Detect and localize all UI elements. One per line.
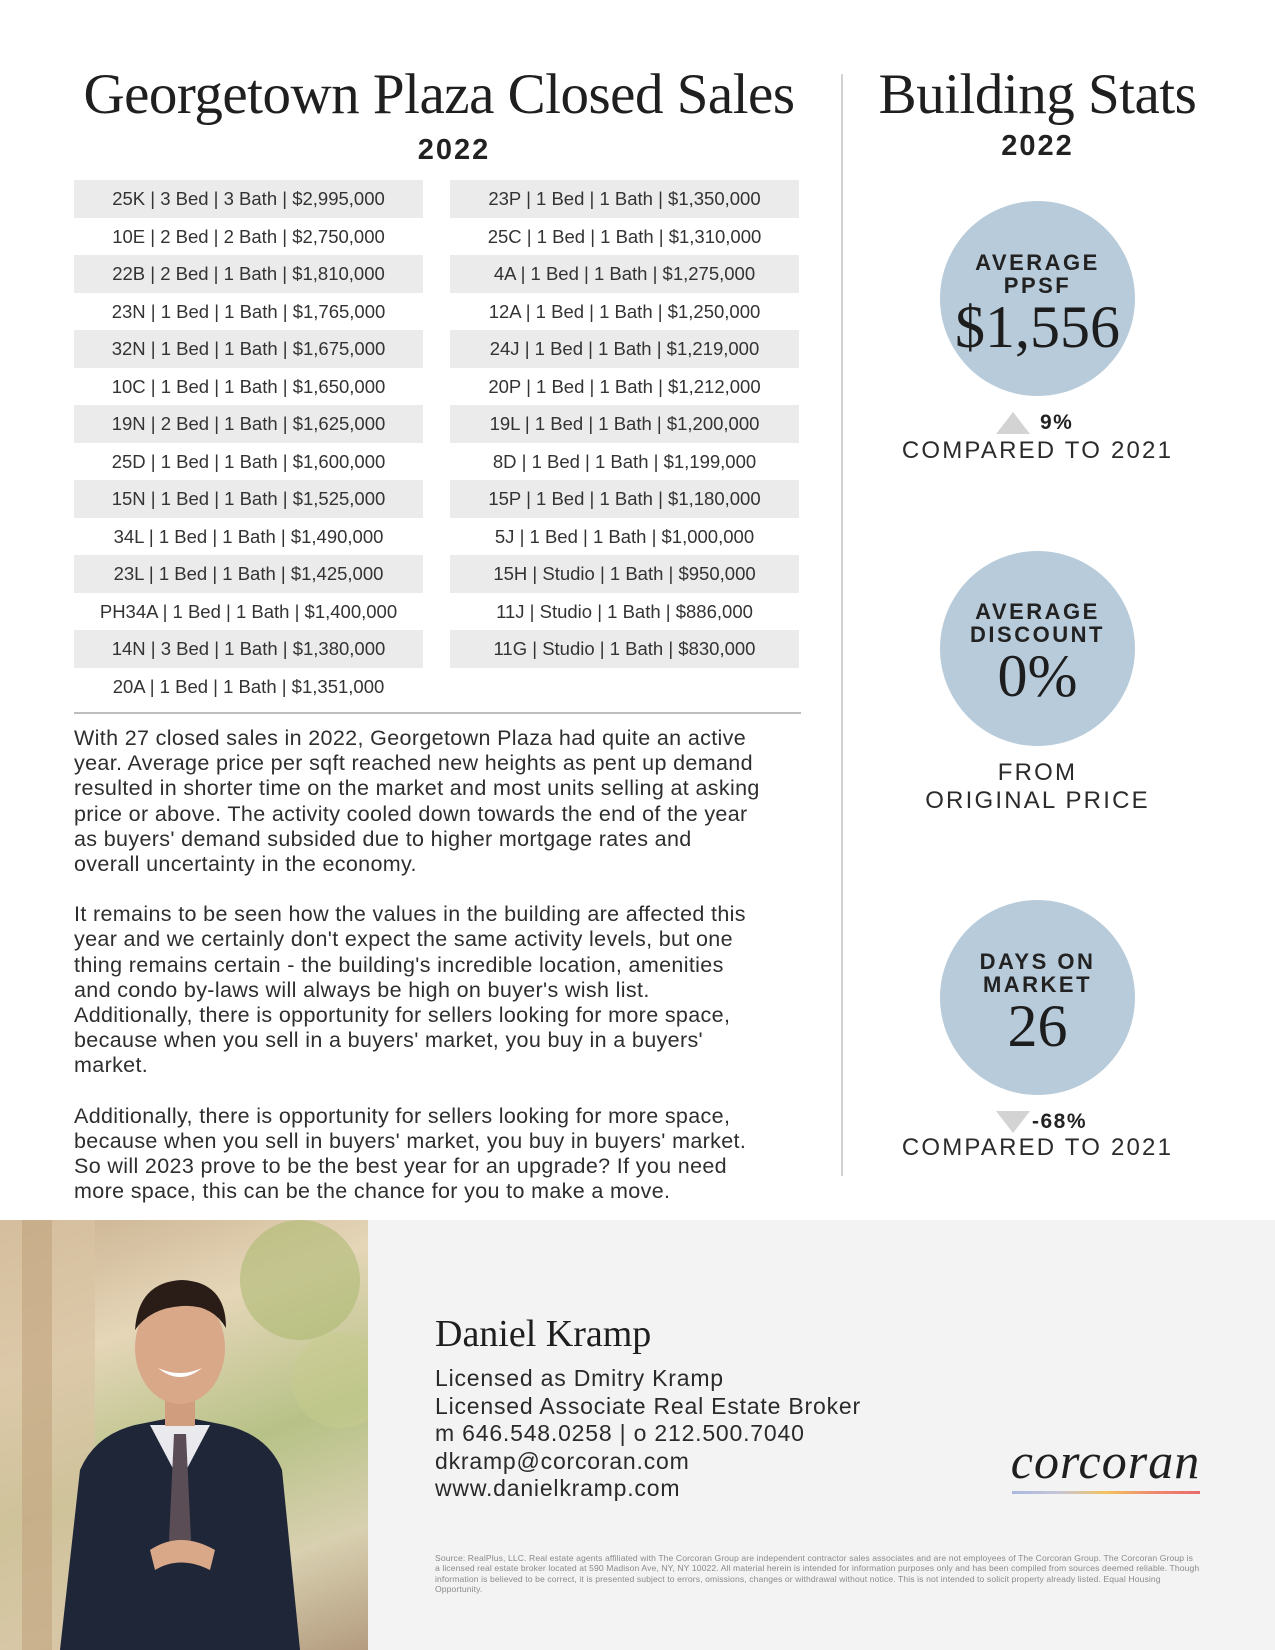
sale-row: 20P | 1 Bed | 1 Bath | $1,212,000: [488, 375, 761, 397]
stats-year: 2022: [1001, 130, 1074, 162]
agent-footer: [0, 1220, 1275, 1650]
dom-change-value: -68%: [1032, 1110, 1088, 1133]
ppsf-change: [980, 409, 1100, 437]
ppsf-change-value: 9%: [1040, 411, 1074, 434]
page-title: Georgetown Plaza Closed Sales: [83, 63, 795, 126]
sale-row: 23P | 1 Bed | 1 Bath | $1,350,000: [450, 180, 799, 218]
sale-row: 20A | 1 Bed | 1 Bath | $1,351,000: [112, 675, 385, 697]
sale-row: 10E | 2 Bed | 2 Bath | $2,750,000: [112, 225, 385, 247]
sale-row: 15H | Studio | 1 Bath | $950,000: [450, 555, 799, 593]
sale-row: 11G | Studio | 1 Bath | $830,000: [450, 630, 799, 668]
ppsf-circle: [940, 201, 1135, 396]
sale-row: 15P | 1 Bed | 1 Bath | $1,180,000: [450, 480, 799, 518]
sale-row: 11J | Studio | 1 Bath | $886,000: [496, 600, 753, 622]
dom-label: DAYS ON MARKET: [979, 949, 1096, 997]
sale-row: 25C | 1 Bed | 1 Bath | $1,310,000: [487, 225, 762, 247]
legal-disclaimer: Source: RealPlus, LLC. Real estate agents affiliated with The Corcoran Group are independent contractor sales associates and are not employees of The Corcoran Group. The Corcoran Group is a licensed real estate broker located at 590 Madison Ave, NY, NY 10022. All material herein is intended for information purposes only and has been compiled from sources deemed reliable. Though information is believed to be correct, it is presented subject to errors, omissions, changes or withdrawal without notice. This is not intended to solicit property already listed. Equal Housing Opportunity.: [435, 1553, 1200, 1594]
sale-row: 19L | 1 Bed | 1 Bath | $1,200,000: [450, 405, 799, 443]
agent-name: Daniel Kramp: [435, 1313, 652, 1355]
sale-row: 5J | 1 Bed | 1 Bath | $1,000,000: [494, 525, 755, 547]
sales-list-left: [74, 180, 423, 705]
sale-row: 10C | 1 Bed | 1 Bath | $1,650,000: [111, 375, 386, 397]
agent-phone: m 646.548.0258 | o 212.500.7040: [435, 1420, 805, 1446]
sales-year: 2022: [417, 134, 491, 166]
sale-row: 25D | 1 Bed | 1 Bath | $1,600,000: [111, 450, 386, 472]
stats-title: Building Stats: [878, 63, 1197, 126]
triangle-down-icon: [996, 1111, 1030, 1133]
sale-row: 32N | 1 Bed | 1 Bath | $1,675,000: [74, 330, 423, 368]
sale-row: 15N | 1 Bed | 1 Bath | $1,525,000: [74, 480, 423, 518]
triangle-up-icon: [996, 412, 1030, 434]
discount-caption: FROM ORIGINAL PRICE: [925, 759, 1150, 814]
agent-contact-details: [435, 1365, 955, 1503]
sale-row: PH34A | 1 Bed | 1 Bath | $1,400,000: [99, 600, 398, 622]
logo-underline: [1012, 1491, 1200, 1494]
sale-row: 4A | 1 Bed | 1 Bath | $1,275,000: [450, 255, 799, 293]
sale-row: 23L | 1 Bed | 1 Bath | $1,425,000: [74, 555, 423, 593]
sale-row: 25K | 3 Bed | 3 Bath | $2,995,000: [74, 180, 423, 218]
ppsf-label: AVERAGE PPSF: [975, 250, 1100, 298]
sale-row: 12A | 1 Bed | 1 Bath | $1,250,000: [488, 300, 761, 322]
discount-label: AVERAGE DISCOUNT: [970, 599, 1105, 647]
narrative-paragraph: With 27 closed sales in 2022, Georgetown Plaza had quite an active year. Average price per sqft reached new heights as pent up demand resulted in shorter time on the market and most units selling at asking price or above. The activity cooled down towards the end of the year as buyers' demand subsided due to higher mortgage rates and overall uncertainty in the economy.: [74, 726, 760, 877]
discount-circle: [940, 551, 1135, 746]
sales-list-right: [450, 180, 799, 668]
corcoran-logo: corcoran: [1010, 1433, 1201, 1489]
sale-row: 8D | 1 Bed | 1 Bath | $1,199,000: [492, 450, 757, 472]
narrative-text: [74, 726, 809, 1229]
agent-email: dkramp@corcoran.com: [435, 1447, 690, 1474]
discount-value: 0%: [997, 643, 1078, 709]
sale-row: 19N | 2 Bed | 1 Bath | $1,625,000: [74, 405, 423, 443]
sale-row: 23N | 1 Bed | 1 Bath | $1,765,000: [111, 300, 386, 322]
column-divider: [841, 74, 843, 1176]
agent-portrait-icon: [0, 1220, 368, 1650]
sale-row: 22B | 2 Bed | 1 Bath | $1,810,000: [74, 255, 423, 293]
dom-circle: [940, 900, 1135, 1095]
dom-caption: COMPARED TO 2021: [901, 1134, 1174, 1161]
narrative-paragraph: Additionally, there is opportunity for sellers looking for more space, because when you sell in buyers' market, you buy in buyers' market. So will 2023 prove to be the best year for an upgrade? If you need more space, this can be the chance for you to make a move.: [74, 1103, 747, 1204]
sale-row: 34L | 1 Bed | 1 Bath | $1,490,000: [113, 525, 384, 547]
agent-license-name: Licensed as Dmitry Kramp: [435, 1365, 724, 1391]
ppsf-caption: COMPARED TO 2021: [901, 437, 1174, 464]
sale-row: 24J | 1 Bed | 1 Bath | $1,219,000: [450, 330, 799, 368]
ppsf-value: $1,556: [955, 294, 1120, 360]
table-divider: [74, 712, 801, 714]
agent-license-title: Licensed Associate Real Estate Broker: [435, 1392, 861, 1419]
dom-value: 26: [1007, 993, 1068, 1059]
agent-website: www.danielkramp.com: [435, 1475, 681, 1501]
dom-change: [980, 1108, 1100, 1136]
sale-row: 14N | 3 Bed | 1 Bath | $1,380,000: [74, 630, 423, 668]
narrative-paragraph: It remains to be seen how the values in the building are affected this year and we certainly don't expect the same activity levels, but one thing remains certain - the building's incredible location, amenities and condo by-laws will always be high on buyer's wish list. Additionally, there is opportunity for sellers looking for more space, because when you sell in a buyers' market, you buy in a buyers' market.: [74, 902, 746, 1078]
